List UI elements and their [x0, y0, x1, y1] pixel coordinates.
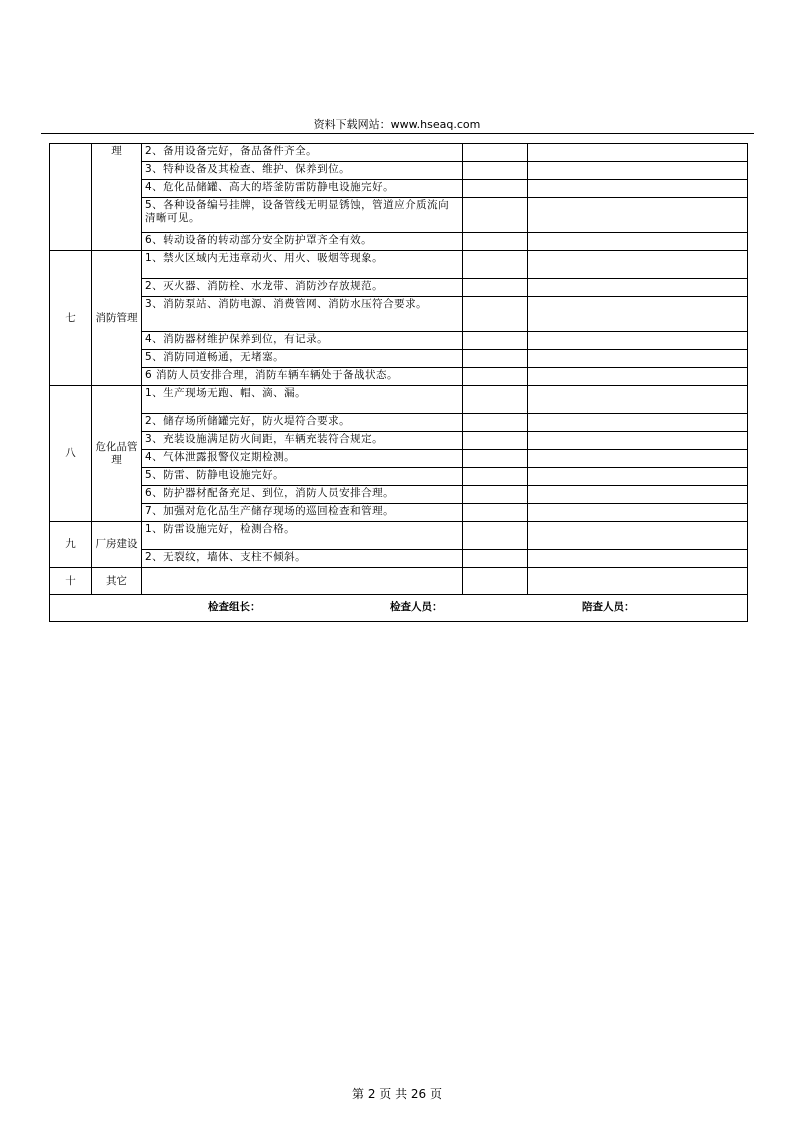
section-number-cell — [50, 144, 92, 251]
leader-label: 检查组长： — [208, 601, 261, 613]
remark-cell — [528, 162, 748, 180]
result-cell — [463, 468, 528, 486]
table-row — [50, 279, 748, 297]
table-row — [50, 180, 748, 198]
inspection-table — [49, 143, 748, 622]
table-row — [50, 162, 748, 180]
result-cell — [463, 568, 528, 595]
category-cell: 消防管理 — [92, 251, 142, 386]
check-item: 2、储存场所储罐完好，防火堤符合要求。 — [142, 414, 463, 432]
result-cell — [463, 350, 528, 368]
result-cell — [463, 233, 528, 251]
remark-cell — [528, 279, 748, 297]
remark-cell — [528, 144, 748, 162]
result-cell — [463, 144, 528, 162]
remark-cell — [528, 450, 748, 468]
result-cell — [463, 297, 528, 332]
check-item: 3、消防泵站、消防电源、消费管网、消防水压符合要求。 — [142, 297, 463, 332]
check-item: 5、各种设备编号挂牌，设备管线无明显锈蚀，管道应介质流向清晰可见。 — [142, 198, 463, 233]
table-row — [50, 144, 748, 162]
page-header: 资料下载网站：www.hseaq.com — [313, 118, 481, 131]
category-cell: 理 — [92, 144, 142, 251]
table-row — [50, 368, 748, 386]
inspector-label: 检查人员： — [390, 601, 443, 613]
table-row — [50, 414, 748, 432]
remark-cell — [528, 332, 748, 350]
check-item — [142, 568, 463, 595]
check-item: 6、防护器材配备充足、到位，消防人员安排合理。 — [142, 486, 463, 504]
table-row — [50, 233, 748, 251]
result-cell — [463, 180, 528, 198]
remark-cell — [528, 386, 748, 414]
table-row — [50, 386, 748, 414]
remark-cell — [528, 251, 748, 279]
section-number: 八 — [50, 386, 92, 522]
category-cell: 危化品管理 — [92, 386, 142, 522]
result-cell — [463, 550, 528, 568]
result-cell — [463, 504, 528, 522]
result-cell — [463, 198, 528, 233]
table-row — [50, 550, 748, 568]
result-cell — [463, 432, 528, 450]
table-row — [50, 468, 748, 486]
result-cell — [463, 414, 528, 432]
table-row — [50, 486, 748, 504]
remark-cell — [528, 350, 748, 368]
check-item: 1、防雷设施完好，检测合格。 — [142, 522, 463, 550]
check-item: 2、备用设备完好，备品备件齐全。 — [142, 144, 463, 162]
remark-cell — [528, 568, 748, 595]
check-item: 7、加强对危化品生产储存现场的巡回检查和管理。 — [142, 504, 463, 522]
header-divider — [41, 133, 754, 134]
accompany-label: 陪查人员： — [582, 601, 635, 613]
section-number: 十 — [50, 568, 92, 595]
remark-cell — [528, 180, 748, 198]
remark-cell — [528, 368, 748, 386]
result-cell — [463, 332, 528, 350]
check-item: 2、无裂纹，墙体、支柱不倾斜。 — [142, 550, 463, 568]
remark-cell — [528, 504, 748, 522]
result-cell — [463, 522, 528, 550]
category-cell: 厂房建设 — [92, 522, 142, 568]
check-item: 3、充装设施满足防火间距，车辆充装符合规定。 — [142, 432, 463, 450]
remark-cell — [528, 198, 748, 233]
remark-cell — [528, 468, 748, 486]
remark-cell — [528, 297, 748, 332]
category-cell: 其它 — [92, 568, 142, 595]
table-row — [50, 450, 748, 468]
table-row — [50, 504, 748, 522]
result-cell — [463, 251, 528, 279]
remark-cell — [528, 233, 748, 251]
result-cell — [463, 368, 528, 386]
table-row — [50, 522, 748, 550]
remark-cell — [528, 550, 748, 568]
table-row — [50, 251, 748, 279]
result-cell — [463, 386, 528, 414]
signature-row — [50, 595, 748, 622]
check-item: 4、危化品储罐、高大的塔釜防雷防静电设施完好。 — [142, 180, 463, 198]
section-number: 七 — [50, 251, 92, 386]
page-number: 第 2 页 共 26 页 — [352, 1087, 442, 1101]
result-cell — [463, 486, 528, 504]
check-item: 4、气体泄露报警仪定期检测。 — [142, 450, 463, 468]
check-item: 4、消防器材维护保养到位，有记录。 — [142, 332, 463, 350]
check-item: 1、禁火区域内无违章动火、用火、吸烟等现象。 — [142, 251, 463, 279]
check-item: 5、防雷、防静电设施完好。 — [142, 468, 463, 486]
table-row — [50, 432, 748, 450]
check-item: 2、灭火器、消防栓、水龙带、消防沙存放规范。 — [142, 279, 463, 297]
check-item: 1、生产现场无跑、帽、滴、漏。 — [142, 386, 463, 414]
table-row — [50, 332, 748, 350]
remark-cell — [528, 486, 748, 504]
check-item: 3、特种设备及其检查、维护、保养到位。 — [142, 162, 463, 180]
result-cell — [463, 450, 528, 468]
table-row — [50, 297, 748, 332]
check-item: 5、消防同道畅通，无堵塞。 — [142, 350, 463, 368]
signature-cell — [50, 595, 748, 622]
result-cell — [463, 279, 528, 297]
section-number: 九 — [50, 522, 92, 568]
check-item: 6 消防人员安排合理，消防车辆车辆处于备战状态。 — [142, 368, 463, 386]
check-item: 6、转动设备的转动部分安全防护罩齐全有效。 — [142, 233, 463, 251]
result-cell — [463, 162, 528, 180]
remark-cell — [528, 432, 748, 450]
remark-cell — [528, 522, 748, 550]
table-row — [50, 350, 748, 368]
table-row — [50, 568, 748, 595]
remark-cell — [528, 414, 748, 432]
table-row — [50, 198, 748, 233]
